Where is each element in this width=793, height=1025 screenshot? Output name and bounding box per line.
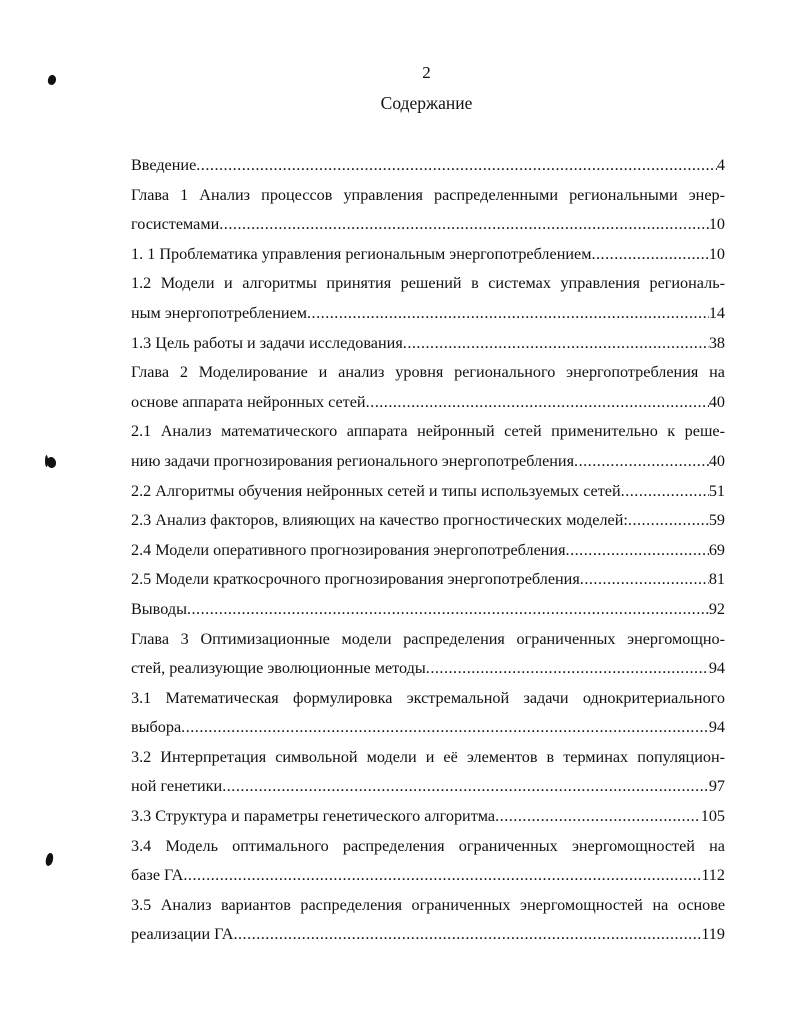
toc-entry-page: 112 <box>701 866 725 885</box>
dot-leader <box>628 506 709 536</box>
toc-entry[interactable] <box>131 329 725 359</box>
toc-entry[interactable] <box>131 477 725 507</box>
toc-entry-page: 119 <box>701 925 725 944</box>
toc-entry-line <box>131 713 725 743</box>
toc-entry-title: 2.4 Модели оперативного прогнозирования энергопотребления <box>131 540 566 559</box>
toc-entry[interactable] <box>131 743 725 802</box>
toc-entry[interactable] <box>131 891 725 950</box>
dot-leader <box>196 151 717 181</box>
toc-entry-line <box>131 388 725 418</box>
toc-entry-page: 40 <box>708 392 725 411</box>
toc-entry-line <box>131 151 725 181</box>
toc-entry[interactable] <box>131 536 725 566</box>
toc-entry-page: 51 <box>708 481 725 500</box>
toc-entry-title-line: 3.2 Интерпретация символьной модели и её элементов в терминах популяцион- <box>131 747 725 766</box>
toc-entry-line <box>131 329 725 359</box>
toc-entry-line <box>131 240 725 270</box>
toc-entry-title: 1.3 Цель работы и задачи исследования <box>131 333 403 352</box>
toc-entry-title: ной генетики <box>131 777 223 796</box>
toc-entry-line <box>131 920 725 950</box>
toc-entry[interactable] <box>131 181 725 240</box>
dot-leader <box>580 565 709 595</box>
dot-leader <box>307 299 709 329</box>
toc-entry[interactable] <box>131 506 725 536</box>
dot-leader <box>591 240 708 270</box>
dot-leader <box>426 654 709 684</box>
toc-entry-line <box>131 299 725 329</box>
toc-entry-title-line: Глава 1 Анализ процессов управления распределенными региональными энер- <box>131 185 725 204</box>
toc-entry[interactable] <box>131 832 725 891</box>
toc-entry-page: 59 <box>708 511 725 530</box>
scan-speck <box>46 456 57 468</box>
dot-leader <box>181 713 709 743</box>
toc-entry-page: 4 <box>716 156 725 174</box>
toc-entry[interactable] <box>131 269 725 328</box>
page-title: Содержание <box>380 93 473 113</box>
toc-entry-page: 40 <box>708 451 725 470</box>
toc-entry-line <box>131 772 725 802</box>
toc-entry-title: 2.5 Модели краткосрочного прогнозирования энергопотребления <box>131 570 580 589</box>
table-of-contents <box>131 151 725 950</box>
toc-entry[interactable] <box>131 802 725 832</box>
toc-entry-title: госистемами <box>131 215 220 234</box>
toc-entry-title: ным энергопотреблением <box>131 303 307 322</box>
dot-leader <box>366 388 709 418</box>
toc-entry-line <box>131 447 725 477</box>
toc-entry-title: выбора <box>131 718 182 737</box>
toc-entry-title: стей, реализующие эволюционные методы <box>131 659 426 678</box>
toc-entry-page: 14 <box>708 303 725 322</box>
toc-entry-title: реализации ГА <box>131 925 234 944</box>
dot-leader <box>403 329 709 359</box>
dot-leader <box>574 447 709 477</box>
dot-leader <box>187 595 709 625</box>
toc-entry-title: Выводы <box>131 599 187 618</box>
toc-entry-title: 3.3 Структура и параметры генетического алгоритма <box>131 807 496 826</box>
toc-entry-title: базе ГА <box>131 866 184 885</box>
toc-entry-page: 97 <box>708 777 725 796</box>
toc-entry-line <box>131 861 725 891</box>
dot-leader <box>183 861 701 891</box>
toc-entry-title-line: 1.2 Модели и алгоритмы принятия решений в системах управления региональ- <box>131 274 725 293</box>
toc-entry-title-line: 3.1 Математическая формулировка экстремальной задачи однокритериального <box>131 688 725 707</box>
toc-entry-page: 81 <box>708 570 725 589</box>
toc-entry-title-line: 2.1 Анализ математического аппарата нейронный сетей применительно к реше- <box>131 422 725 441</box>
toc-entry-title-line: Глава 3 Оптимизационные модели распределения ограниченных энергомощно- <box>131 629 725 648</box>
toc-entry-title-line: 3.5 Анализ вариантов распределения ограниченных энергомощностей на основе <box>131 895 725 914</box>
dot-leader <box>566 536 709 566</box>
toc-entry-page: 69 <box>708 540 725 559</box>
toc-entry-title-line: 3.4 Модель оптимального распределения ограниченных энергомощностей на <box>131 836 725 855</box>
toc-entry-line <box>131 595 725 625</box>
dot-leader <box>495 802 701 832</box>
toc-entry-page: 94 <box>708 718 725 737</box>
toc-entry-title: основе аппарата нейронных сетей <box>131 392 366 411</box>
toc-entry-line <box>131 802 725 832</box>
dot-leader <box>222 772 709 802</box>
toc-entry[interactable] <box>131 358 725 417</box>
toc-entry-title: 2.3 Анализ факторов, влияющих на качество прогностических моделей: <box>131 511 628 530</box>
toc-entry-title: Введение <box>131 156 197 174</box>
toc-entry-page: 10 <box>708 244 725 263</box>
scan-speck <box>44 852 54 866</box>
toc-entry-title: нию задачи прогнозирования регионального энергопотребления <box>131 451 575 470</box>
toc-entry-line <box>131 565 725 595</box>
toc-entry-line <box>131 506 725 536</box>
dot-leader <box>233 920 701 950</box>
dot-leader <box>219 210 709 240</box>
toc-entry-page: 94 <box>708 659 725 678</box>
toc-entry[interactable] <box>131 151 725 181</box>
toc-entry-page: 10 <box>708 215 725 234</box>
toc-entry-line <box>131 536 725 566</box>
toc-entry-line <box>131 477 725 507</box>
toc-entry-line <box>131 210 725 240</box>
toc-entry-page: 92 <box>708 599 725 618</box>
toc-entry[interactable] <box>131 240 725 270</box>
toc-entry-line <box>131 654 725 684</box>
dot-leader <box>621 477 709 507</box>
toc-entry-page: 105 <box>700 807 725 826</box>
toc-entry[interactable] <box>131 595 725 625</box>
toc-entry-title: 2.2 Алгоритмы обучения нейронных сетей и типы используемых сетей <box>131 481 621 500</box>
toc-entry-page: 38 <box>708 333 725 352</box>
toc-entry[interactable] <box>131 417 725 476</box>
toc-entry[interactable] <box>131 565 725 595</box>
toc-entry[interactable] <box>131 625 725 684</box>
toc-entry[interactable] <box>131 684 725 743</box>
toc-entry-title-line: Глава 2 Моделирование и анализ уровня регионального энергопотребления на <box>131 363 725 382</box>
toc-entry-title: 1. 1 Проблематика управления региональным энергопотреблением <box>131 244 592 263</box>
page-number: 2 <box>422 63 431 82</box>
